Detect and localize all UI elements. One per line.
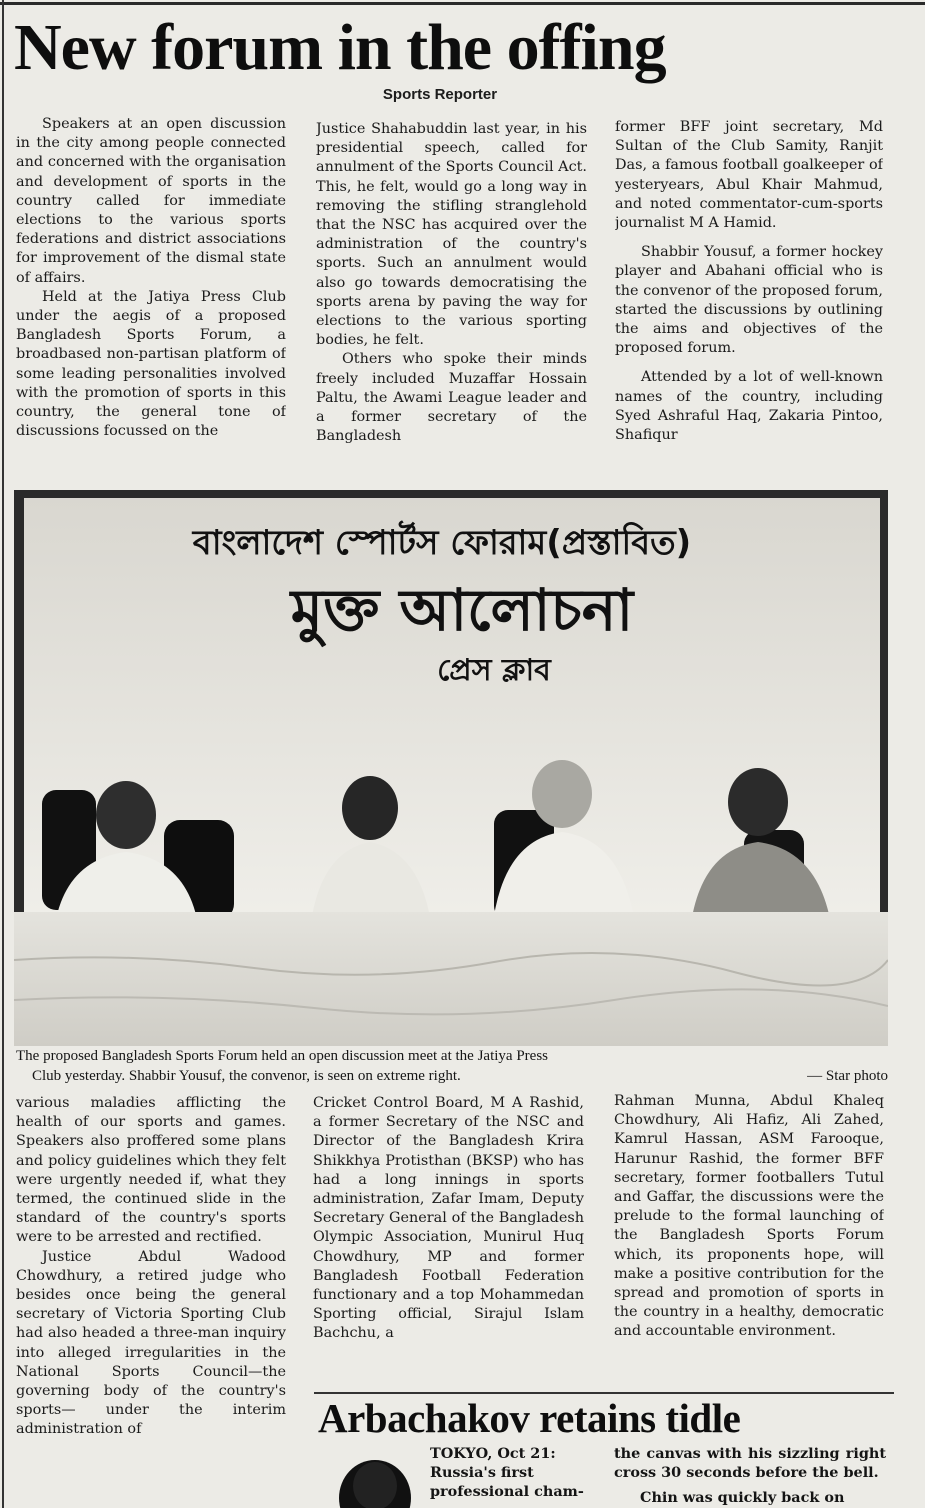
person-head [728,768,788,836]
photo-credit: — Star photo [807,1068,888,1084]
byline: Sports Reporter [382,86,498,103]
upper-column-2 [316,120,587,478]
caption-line-1: The proposed Bangladesh Sports Forum held an open discussion meet at the Jatiya Press [16,1048,548,1064]
top-rule [0,2,925,5]
banner-line-1: বাংলাদেশ স্পোর্টস ফোরাম(প্রস্তাবিত) [192,523,692,563]
photo-caption [16,1046,888,1086]
paragraph: the canvas with his sizzling right cross 30 seconds before the bell. [614,1445,886,1482]
paragraph: Justice Shahabuddin last year, in his presidential speech, called for annulment of the Sports Council Act. This, he felt, would go a long way in removing the stifling stranglehold that the NSC has acquired over the administration of the country's sports. Such an annulment would also go towards democratising the sports arena by paving the way for elections to the various sporting bodies, he felt. [316,121,587,349]
person-head [532,760,592,828]
paragraph: Chin was quickly back on [640,1489,845,1507]
paragraph: Cricket Control Board, M A Rashid, a former Secretary of the NSC and Director of the Bangladesh Krira Shikkhya Protisthan (BKSP) who has had a long innings in sports administration, Zafar Imam, Deputy Secretary General of the Bangladesh Olympic Association, Munirul Huq Chowdhury, MP and former Bangladesh Football Federation functionary and a top Mohammedan Sporting official, Sirajul Islam Bachchu, a [313,1095,584,1342]
paragraph: Justice Abdul Wadood Chowdhury, a retired judge who besides once being the general secretary of Victoria Sporting Club had also headed a three-man inquiry into alleged irregularities in the National Sports Council—the governing body of the country's sports— under the interim administration of [16,1248,286,1438]
lower-column-1 [16,1094,286,1506]
second-story-column-2 [614,1444,886,1508]
paragraph: Shabbir Yousuf, a former hockey player and Abahani official who is the convenor of the proposed forum, started the discussions by outlining the aims and objectives of the proposed forum. [615,244,883,357]
second-story-dateline [430,1444,598,1508]
press-photo [14,490,888,1046]
table-cloth [14,912,888,1046]
boxer-portrait [330,1446,420,1508]
paragraph: Speakers at an open discussion in the city among people connected and concerned with the organisation and development of sports in the country called for immediate elections to the various sports federations and district associations for improvement of the dismal state of affairs. [16,116,286,286]
paragraph: Attended by a lot of well-known names of the country, including Syed Ashraful Haq, Zakaria Pintoo, Shafiqur [615,369,883,444]
upper-column-1 [16,115,286,477]
headline: New forum in the offing [14,11,666,84]
caption-line-2: Club yesterday. Shabbir Yousuf, the convenor, is seen on extreme right. [32,1068,461,1084]
photo-illustration [14,490,888,1046]
paragraph: Others who spoke their minds freely included Muzaffar Hossain Paltu, the Awami League leader and a former secretary of the Bangladesh [316,351,587,445]
dateline-paragraph: TOKYO, Oct 21: Russia's first professional cham- [430,1445,584,1501]
paragraph: former BFF joint secretary, Md Sultan of the Club Samity, Ranjit Das, a famous football goalkeeper of yesteryears, Abul Khair Mahmud, and noted commentator-cum-sports journalist M A Hamid. [615,119,883,232]
person-head [342,776,398,840]
paragraph: various maladies afflicting the health of our sports and games. Speakers also proffered some plans and policy guidelines which they felt were urgently needed if, what they termed, the continued slide in the standard of the country's sports were to be arrested and rectified. [16,1095,286,1246]
caption-line-2-wrap [16,1066,888,1086]
lower-column-2 [313,1094,584,1382]
person-head [96,781,156,849]
upper-column-3 [615,118,883,480]
banner-line-3: প্রেস ক্লাব [437,653,551,688]
paragraph: Rahman Munna, Abdul Khaleq Chowdhury, Ali Hafiz, Ali Zahed, Kamrul Hassan, ASM Farooque, Harunur Rashid, the former BFF secretary, former footballers Tutul and Gaffar, the discussions were the prelude to the formal launching of the Bangladesh Sports Forum which, its proponents hope, will make a positive contribution for the spread and promotion of sports in the country in a healthy, democratic and accountable environment. [614,1093,884,1340]
left-rule [2,0,4,1508]
second-story-headline: Arbachakov retains tidle [318,1395,741,1441]
banner-line-2: মুক্ত আলোচনা [290,576,634,644]
paragraph: Held at the Jatiya Press Club under the aegis of a proposed Bangladesh Sports Forum, a broadbased non-partisan platform of some leading personalities involved with the promotion of sports in this country, the general tone of discussions focussed on the [16,288,286,440]
lower-column-3 [614,1092,884,1382]
